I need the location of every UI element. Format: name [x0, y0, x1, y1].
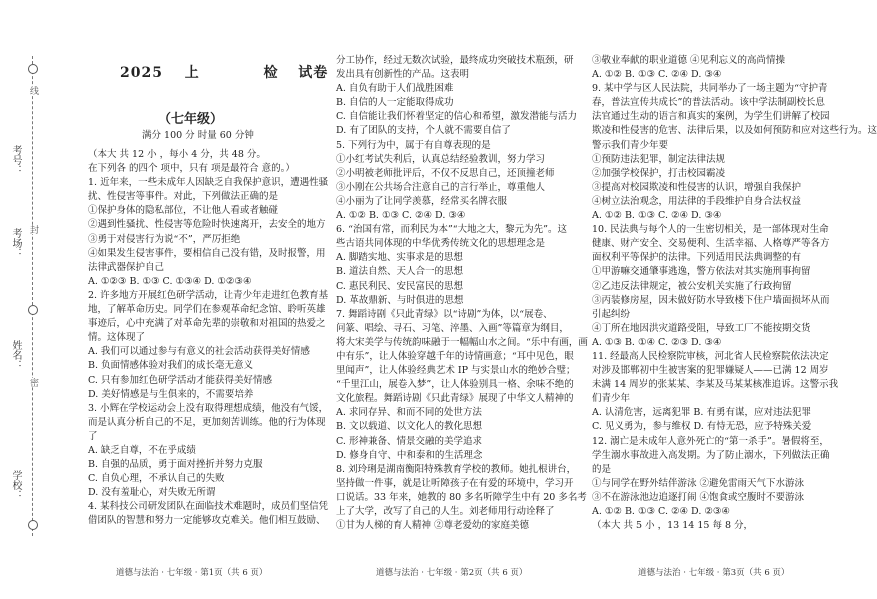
text-line: A. 我们可以通过参与有意义的社会活动获得美好情感 — [88, 346, 310, 358]
text-line: A. ①② B. ①③ C. ②④ D. ③④ — [336, 210, 466, 222]
text-line: 地，了解革命历史。同学们在参观革命纪念馆、聆听英雄 — [88, 304, 326, 316]
school-label: 学校： — [10, 470, 21, 500]
text-line: 3. 小辉在学校运动会上没有取得理想成绩，他没有气馁， — [88, 402, 329, 414]
text-line: 法律武器保护自己 — [88, 261, 165, 273]
text-line: 11. 经最高人民检察院审核，河北省人民检察院依法决定 — [592, 350, 829, 362]
seam-mark-mi: 密 — [28, 378, 38, 387]
text-line: ③敬业奉献的职业道德 ④见利忘义的高尚情操 — [592, 55, 786, 66]
text-line: A. 求同存异、和而不同的处世方法 — [336, 407, 482, 419]
text-line: D. 修身自守、中和泰和的生活理念 — [336, 449, 483, 461]
text-line: 8. 刘玲琍是湖南衡阳特殊教育学校的教师。她扎根讲台， — [336, 463, 577, 475]
text-line: 里闻声”，让人体验经典艺术 IP 与实景山水的绝妙合璧； — [336, 365, 576, 377]
text-line: ④丁所在地因洪灾道路受阻，导致工厂不能按期交货 — [592, 322, 811, 334]
text-line: 警示我们青少年要 — [592, 139, 669, 151]
text-line: ②遇到性骚扰、性侵害等危险时快速离开，去安全的地方 — [88, 219, 326, 231]
text-line: 扰、性侵害等事件。对此，下列做法正确的是 — [88, 191, 279, 203]
text-line: D. 美好情感是与生俱来的，不需要培养 — [88, 388, 254, 400]
text-line: 春，普法宣传共成长”的普法活动。该中学法制副校长息 — [592, 97, 825, 109]
binding-hole — [28, 520, 38, 530]
text-line: C. 自信能让我们怀着坚定的信心和希望，激发潜能与活力 — [336, 111, 577, 123]
exam-number-label: 考号： — [10, 145, 21, 175]
text-line: 而是认真分析自己的不足，更加刻苦训练。他的行为体现 — [88, 416, 326, 428]
text-line: ①与同学在野外结伴游泳 ②避免雷雨天气下水游泳 — [592, 477, 805, 489]
name-label: 姓名： — [10, 340, 21, 370]
text-line: A. 缺乏自尊，不在乎成绩 — [88, 444, 196, 456]
text-line: D. 有了团队的支持，个人就不需要自信了 — [336, 125, 511, 137]
text-line: C. 形神兼备、情景交融的美学追求 — [336, 435, 482, 447]
text-line: ①甲游嘛交通肇事逃逸，警方依法对其实施刑事拘留 — [592, 266, 811, 278]
text-line: A. 认清危害，远离犯罪 B. 有勇有谋，应对违法犯罪 — [592, 407, 811, 419]
text-line: 将大宋美学与传统韵味融于一幅幅山水之间。“乐中有画，画 — [336, 336, 588, 348]
text-line: 学生溺水事故进入高发期。为了防止溺水，下列做法正确 — [592, 449, 830, 461]
footer-page-2: 道德与法治 · 七年级 · 第2页（共 6 页） — [376, 568, 528, 578]
text-line: ③提高对校园欺凌和性侵害的认识，增强自我保护 — [592, 181, 802, 193]
footer-page-1: 道德与法治 · 七年级 · 第1页（共 6 页） — [116, 568, 268, 578]
text-line: B. 自强的品质，勇于面对挫折并努力克服 — [88, 459, 263, 471]
seam-mark-xian: 线 — [28, 86, 38, 95]
column-page-1 — [88, 148, 328, 529]
text-line: 在下列各 的四个 项中，只有 项是最符合 意的。） — [88, 163, 295, 175]
title-check: 检 — [263, 65, 279, 81]
grade-heading: （七年级） — [158, 112, 224, 127]
text-line: B. 文以载道、以文化人的教化思想 — [336, 421, 483, 433]
text-line: ③不在游泳池边追逐打闹 ④饱食或空腹时不要游泳 — [592, 491, 805, 503]
text-line: ②小明被老师批评后，不仅不反思自己，还顶撞老师 — [336, 167, 555, 179]
text-line: （本大 共 5 小 ，13 14 15 每 8 分， — [592, 520, 754, 532]
text-line: 发出具有创新性的产品。这表明 — [336, 69, 470, 81]
text-line: 12. 溺亡是未成年人意外死亡的“第一杀手”。暑假将至， — [592, 435, 829, 447]
text-line: 了 — [88, 430, 98, 442]
text-line: ③勇于对侵害行为说“不”，严厉拒绝 — [88, 233, 241, 245]
text-line: 5. 下列行为中，属于有自尊表现的是 — [336, 139, 491, 151]
text-line: 法官通过生动的语言和真实的案例，为学生们讲解了校园 — [592, 111, 830, 123]
text-line: 坚持做一件事，就是让听障孩子在有爱的环境中，学习开 — [336, 477, 574, 489]
text-line: ④如果发生侵害事件，要相信自己没有错，及时报警，用 — [88, 247, 326, 259]
text-line: B. 道法自然、天人合一的思想 — [336, 266, 464, 278]
text-line: A. 自负有助于人们战胜困难 — [336, 83, 454, 95]
text-line: 文化旅程。舞蹈诗剧《只此青绿》展现了中华文人精神的 — [336, 393, 574, 405]
text-line: ④小丽为了让同学羡慕，经常买名牌衣服 — [336, 195, 508, 207]
column-page-2 — [336, 54, 588, 533]
text-line: B. 负面情感体验对我们的成长毫无意义 — [88, 360, 254, 372]
text-line: A. ①③ B. ①④ C. ②③ D. ③④ — [592, 336, 722, 348]
text-line: 未满 14 周岁的张某某、李某及马某某核准追诉。这警示我 — [592, 379, 839, 391]
column-page-3 — [592, 54, 877, 533]
text-line: 4. 某科技公司研发团队在面临技术难题时，成员们坚信凭 — [88, 501, 329, 513]
text-line: 引起纠纷 — [592, 308, 631, 320]
text-line: 问篆、唱绘、寻石、习笔、淬墨、入画”等篇章为纲目， — [336, 322, 569, 334]
text-line: ④树立法治观念，用法律的手段维护自身合法权益 — [592, 195, 802, 207]
text-line: 健康、财产安全、交易便利、生活幸福、人格尊严等各方 — [592, 238, 830, 250]
text-line: 中有乐”，让人体验穿越千年的诗情画意；“耳中见色，眼 — [336, 350, 574, 362]
text-line: 对涉及邯郸初中生被害案的犯罪嫌疑人——已满 12 周岁 — [592, 365, 829, 377]
seal-line — [32, 56, 33, 536]
text-line: D. 没有羞耻心，对失败无所谓 — [88, 487, 216, 499]
score-time-line: 满分 100 分 时量 60 分钟 — [142, 130, 254, 141]
text-line: 10. 民法典与每个人的一生密切相关，是一部体现对生命 — [592, 224, 829, 236]
text-line: 上了大学，改写了自己的人生。刘老师用行动诠释了 — [336, 506, 555, 517]
title-year: 2025 — [120, 65, 163, 81]
text-line: A. ①② B. ①③ C. ②④ D. ②③④ — [592, 506, 730, 517]
text-line: 2. 许多地方开展红色研学活动，让青少年走进红色教育基 — [88, 289, 329, 301]
text-line: 面权利平等保护的法律。下列适用民法典调整的有 — [592, 252, 802, 264]
text-line: C. 见义勇为，参与维权 D. 有恃无恐，应予特殊关爱 — [592, 421, 812, 433]
text-line: “千里江山，展卷入梦”，让人体验别具一格、余味不绝的 — [336, 379, 574, 391]
text-line: 1. 近年来，一些未成年人因缺乏自我保护意识，遭遇性骚 — [88, 177, 329, 189]
text-line: A. 脚踏实地、实事求是的思想 — [336, 252, 463, 264]
binding-hole — [28, 64, 38, 74]
text-line: ①小红考试失利后，认真总结经验教训，努力学习 — [336, 153, 546, 165]
text-line: 分工协作，经过无数次试验，最终成功突破技术瓶颈，研 — [336, 55, 574, 66]
text-line: ②加强学校保护，打击校园霸凌 — [592, 167, 726, 179]
text-line: 些古语共同体现的中华优秀传统文化的思想理念是 — [336, 238, 546, 250]
text-line: 7. 舞蹈诗剧《只此青绿》以“诗剧”为体，以“展卷、 — [336, 308, 553, 320]
text-line: ②乙违反法律规定，被公安机关实施了行政拘留 — [592, 280, 792, 292]
title-paper: 试卷 — [298, 65, 329, 81]
text-line: C. 自负心理，不承认自己的失败 — [88, 473, 225, 485]
text-line: 6. “治国有常，而利民为本”“大地之大，黎元为先”。这 — [336, 224, 568, 236]
text-line: 的是 — [592, 463, 612, 475]
text-line: 口说话。33 年来，她教的 80 多名听障学生中有 20 多名考 — [336, 491, 587, 503]
footer-page-3: 道德与法治 · 七年级 · 第3页（共 6 页） — [638, 568, 790, 578]
text-line: C. 只有参加红色研学活动才能获得美好情感 — [88, 374, 272, 386]
seam-mark-feng: 封 — [28, 225, 38, 234]
text-line: ③小刚在公共场合注意自己的言行举止，尊重他人 — [336, 181, 546, 193]
text-line: ①保护身体的隐私部位，不让他人看或者触碰 — [88, 205, 279, 217]
binding-hole — [28, 305, 38, 315]
text-line: （本大 共 12 小 ，每小 4 分，共 48 分。 — [88, 149, 266, 160]
text-line: A. ①②③ B. ①③ C. ①③④ D. ①②③④ — [88, 275, 252, 287]
binding-margin — [0, 0, 60, 599]
text-line: 事迹后，心中充满了对革命先辈的崇敬和对祖国的热爱之 — [88, 318, 326, 330]
text-line: 9. 某中学与区人民法院，共同举办了一场主题为“守护青 — [592, 83, 828, 95]
text-line: 借团队的智慧和努力一定能够攻克难关。他们相互鼓励、 — [88, 515, 326, 527]
text-line: D. 革故鼎新、与时俱进的思想 — [336, 294, 464, 306]
title-term: 上 — [184, 65, 200, 81]
text-line: 欺凌和性侵害的危害、法律后果，以及如何预防和应对这些行为。这 — [592, 125, 877, 137]
text-line: 情。这体现了 — [88, 332, 146, 344]
exam-title — [120, 62, 328, 82]
exam-room-label: 考场： — [10, 228, 21, 258]
text-line: ③丙装修房屋，因未做好防水导致楼下住户墙面损坏从而 — [592, 294, 830, 306]
text-line: ①甘为人梯的育人精神 ②尊老爱幼的家庭美德 — [336, 520, 530, 532]
text-line: 们青少年 — [592, 393, 631, 405]
text-line: A. ①② B. ①③ C. ②④ D. ③④ — [592, 69, 722, 81]
text-line: C. 惠民利民、安民富民的思想 — [336, 280, 463, 292]
text-line: ①预防违法犯罪，制定法律法规 — [592, 153, 726, 165]
text-line: A. ①② B. ①③ C. ②④ D. ③④ — [592, 210, 722, 222]
text-line: B. 自信的人一定能取得成功 — [336, 97, 454, 109]
